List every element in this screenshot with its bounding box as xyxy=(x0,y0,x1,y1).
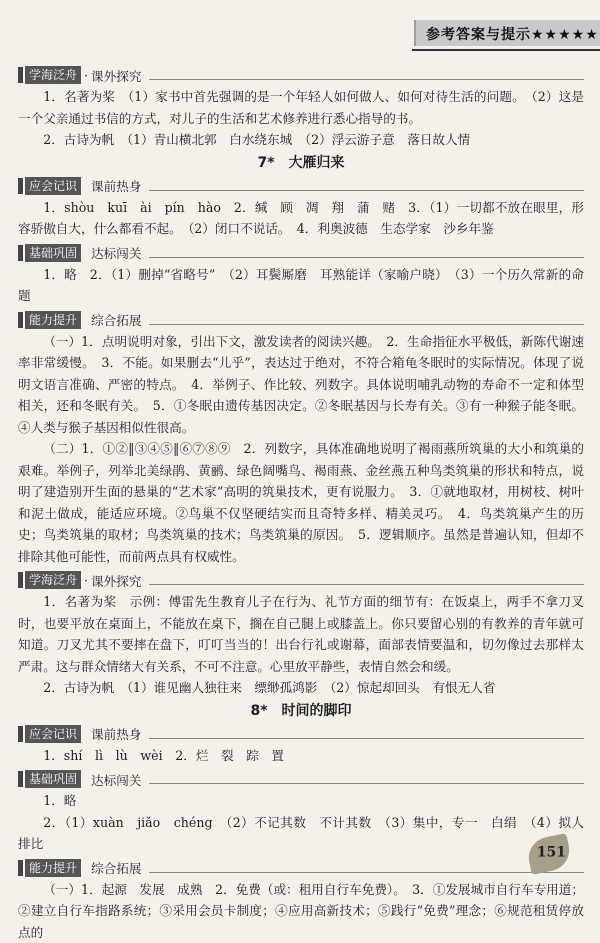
section-heading xyxy=(18,177,584,195)
section-name: 应会记识 xyxy=(25,177,81,195)
header-title: 参考答案与提示★★★★★ xyxy=(426,24,599,44)
section-name: 能力提升 xyxy=(25,311,81,329)
section-heading xyxy=(18,770,584,788)
section-name: 学海泛舟 xyxy=(25,66,81,84)
answer-paragraph: 2．古诗为帆 （1）青山横北郭 白水绕东城 （2）浮云游子意 落日故人情 xyxy=(18,129,584,151)
chapter-title: 8* 时间的脚印 xyxy=(18,701,584,721)
section-name: 能力提升 xyxy=(25,859,81,877)
answer-paragraph: 1．名著为桨 （1）家书中首先强调的是一个年轻人如何做人、如何对待生活的问题。 （2）这是一个父亲通过书信的方式，对儿子的生活和艺术修养进行悉心指导的书。 xyxy=(18,86,584,129)
section-heading xyxy=(18,859,584,877)
section-heading xyxy=(18,725,584,743)
answer-paragraph: 1．shòu kuī ài pín hào 2．缄 顾 凋 翔 蒲 赌 3．（1）一切都不放在眼里，形容骄傲自大，什么都看不起。 （2）闭口不说话。 4．利奥波德 生态学家 沙乡年鉴 xyxy=(18,197,584,240)
answer-paragraph: 1．略 xyxy=(18,790,584,812)
answer-paragraph: （一）1．起源 发展 成熟 2．免费（或：租用自行车免费）。 3．①发展城市自行车专用道；②建立自行车指路系统；③采用会员卡制度；④应用高新技术；⑤践行“免费”理念；⑥规范租赁停放点的 xyxy=(18,879,584,943)
answer-paragraph: 2．古诗为帆 （1）谁见幽人独往来 缥缈孤鸿影 （2）惊起却回头 有恨无人省 xyxy=(18,677,584,699)
answer-paragraph: 1．名著为桨 示例：傅雷先生教育儿子在行为、礼节方面的细节有：在饭桌上，两手不拿刀叉时，也要平放在桌面上，不能放在桌下，搁在自己腿上或膝盖上。你只要留心别的有教养的青年就可知道。刀叉尤其不要摔在盘下，叮叮当当的！出台行礼或谢幕，面部表情要温和，切勿像过去那样太严肃。这与群众情绪大有关系，不可不注意。心里放平静些，表情自然会和缓。 xyxy=(18,591,584,677)
answer-paragraph: 1．shí lì lù wèi 2．烂 裂 踪 置 xyxy=(18,745,584,767)
page-header xyxy=(414,20,600,46)
page-number: 151 xyxy=(537,844,566,860)
header-rule xyxy=(412,49,600,51)
section-subtitle: 综合拓展 xyxy=(91,310,141,329)
answer-paragraph: （一）1．点明说明对象，引出下文，激发读者的阅读兴趣。 2．生命指征水平极低，新陈代谢速率非常缓慢。 3．不能。如果删去“儿乎”，表达过于绝对，不符合箱龟冬眠时的实际情况。体现了说明文语言准确、严密的特点。 4．举例子、作比较、列数字。具体说明哺乳动物的寿命不一定和体型相关，还和冬眠有关。 5．①冬眠由遗传基因决定。②冬眠基因与长寿有关。③有一种猴子能冬眠。④人类与猴子基因相似性很高。 xyxy=(18,331,584,439)
section-subtitle: 课前热身 xyxy=(91,724,141,743)
section-heading: 学海泛舟 · 课外探究 xyxy=(18,571,584,589)
section-name: 基础巩固 xyxy=(25,244,81,262)
section-name: 学海泛舟 xyxy=(25,571,81,589)
section-subtitle: 课外探究 xyxy=(91,571,141,590)
section-heading xyxy=(18,311,584,329)
section-subtitle: 达标闯关 xyxy=(91,243,141,262)
answer-paragraph: 2．（1）xuàn jiǎo chéng （2）不记其数 不计其数 （3）集中，专一 白绢 （4）拟人 排比 xyxy=(18,812,584,855)
section-subtitle: 综合拓展 xyxy=(91,858,141,877)
section-subtitle: 达标闯关 xyxy=(91,770,141,789)
section-heading xyxy=(18,244,584,262)
section-name: 应会记识 xyxy=(25,725,81,743)
section-heading: 学海泛舟 · 课外探究 xyxy=(18,66,584,84)
chapter-title: 7* 大雁归来 xyxy=(18,153,584,173)
answer-paragraph: 1．略 2．（1）删掉“省略号” （2）耳鬓厮磨 耳熟能详（家喻户晓） （3）一个历久常新的命题 xyxy=(18,264,584,307)
section-name: 基础巩固 xyxy=(25,770,81,788)
answer-paragraph: （二）1．①②‖③④⑤‖⑥⑦⑧⑨ 2．列数字，具体准确地说明了褐雨燕所筑巢的大小和筑巢的艰难。举例子，列举北美绿鹃、黄鹂、绿色阔嘴鸟、褐雨燕、金丝燕五种鸟类筑巢的形状和特点，说明了建造别开生面的悬巢的“艺术家”高明的筑巢技术，更有说服力。 3．①就地取材，用树枝、树叶和泥土做成，能适应环境。②鸟巢不仅坚硬结实而且奇特多样、精美灵巧。 4．鸟类筑巢产生的历史；鸟类筑巢的取材；鸟类筑巢的技术；鸟类筑巢的原因。 5．逻辑顺序。虽然是普遍认知，但却不排除其他可能性，而前两点具有权威性。 xyxy=(18,438,584,567)
answer-content xyxy=(18,62,584,943)
section-subtitle: 课外探究 xyxy=(91,66,141,85)
section-subtitle: 课前热身 xyxy=(91,176,141,195)
